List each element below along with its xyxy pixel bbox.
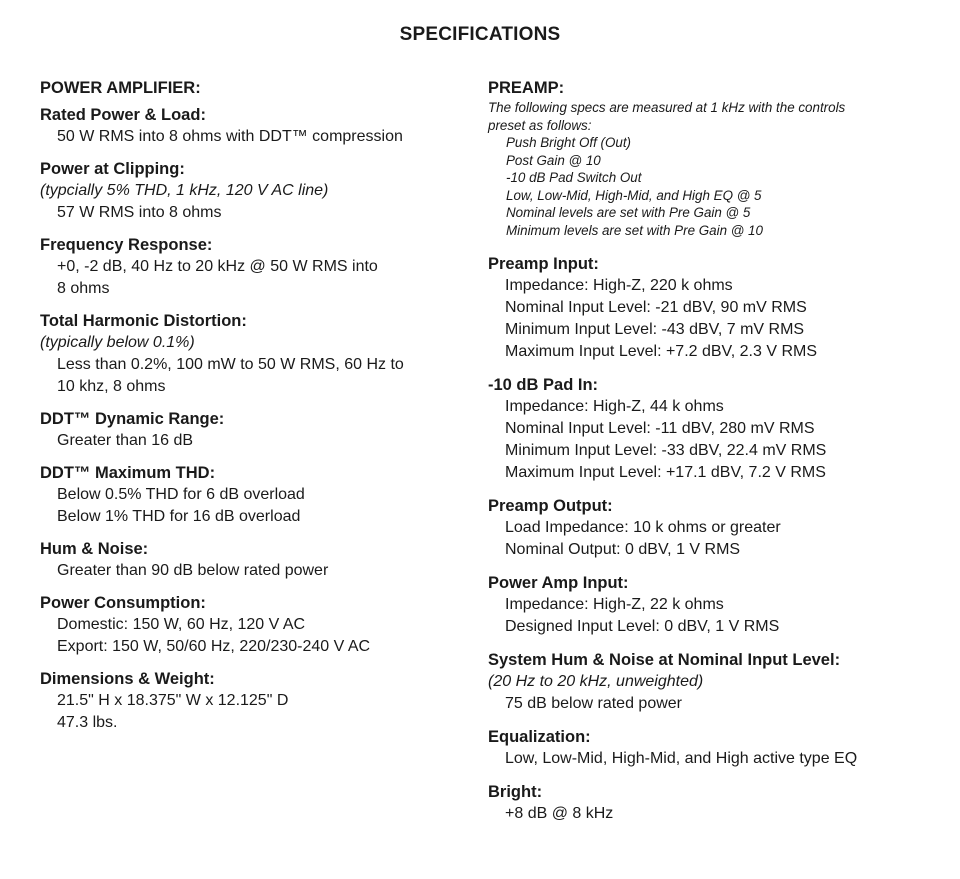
spec-line: Nominal Output: 0 dBV, 1 V RMS bbox=[505, 541, 741, 558]
preset-item: Low, Low-Mid, High-Mid, and High EQ @ 5 bbox=[506, 187, 762, 203]
preset-item: -10 dB Pad Switch Out bbox=[506, 170, 642, 185]
spec-heading: Bright: bbox=[488, 783, 543, 801]
spec-line: Designed Input Level: 0 dBV, 1 V RMS bbox=[505, 618, 780, 635]
preset-item: Push Bright Off (Out) bbox=[506, 135, 632, 150]
preamp-preset-conditions bbox=[488, 99, 938, 239]
spec-line: Domestic: 150 W, 60 Hz, 120 V AC bbox=[57, 616, 306, 633]
spec-heading: -10 dB Pad In: bbox=[488, 376, 599, 394]
spec-group-hum-noise bbox=[40, 539, 470, 582]
spec-heading: System Hum & Noise at Nominal Input Level: bbox=[488, 651, 841, 669]
spec-line: Low, Low-Mid, High-Mid, and High active type EQ bbox=[505, 750, 858, 767]
spec-group-power-consumption bbox=[40, 593, 470, 658]
preamp-column bbox=[488, 78, 938, 837]
spec-line: Less than 0.2%, 100 mW to 50 W RMS, 60 Hz to bbox=[57, 356, 404, 373]
spec-heading: Rated Power & Load: bbox=[40, 106, 206, 124]
spec-heading: DDT™ Dynamic Range: bbox=[40, 410, 225, 428]
spec-group-system-hum-noise bbox=[488, 650, 938, 715]
spec-heading: Total Harmonic Distortion: bbox=[40, 312, 247, 330]
spec-line: Impedance: High-Z, 44 k ohms bbox=[505, 398, 724, 415]
spec-note: (20 Hz to 20 kHz, unweighted) bbox=[488, 673, 704, 690]
spec-group-preamp-input bbox=[488, 254, 938, 363]
power-amplifier-column bbox=[40, 78, 470, 745]
spec-note: (typically below 0.1%) bbox=[40, 334, 195, 351]
spec-line: Load Impedance: 10 k ohms or greater bbox=[505, 519, 781, 536]
page-title: SPECIFICATIONS bbox=[399, 24, 561, 45]
spec-heading: DDT™ Maximum THD: bbox=[40, 464, 216, 482]
spec-line: Minimum Input Level: -33 dBV, 22.4 mV RMS bbox=[505, 442, 827, 459]
spec-line: Below 0.5% THD for 6 dB overload bbox=[57, 486, 305, 503]
spec-line: 57 W RMS into 8 ohms bbox=[57, 204, 222, 221]
spec-line: Impedance: High-Z, 22 k ohms bbox=[505, 596, 724, 613]
spec-line: 21.5" H x 18.375" W x 12.125" D bbox=[57, 692, 289, 709]
preset-intro-line: preset as follows: bbox=[488, 117, 592, 133]
spec-line: Greater than 16 dB bbox=[57, 432, 194, 449]
spec-group-power-amp-input bbox=[488, 573, 938, 638]
spec-line: +8 dB @ 8 kHz bbox=[505, 805, 614, 822]
spec-line: Nominal Input Level: -21 dBV, 90 mV RMS bbox=[505, 299, 807, 316]
spec-group-preamp-output bbox=[488, 496, 938, 561]
preset-item: Minimum levels are set with Pre Gain @ 10 bbox=[506, 222, 763, 238]
spec-line: Minimum Input Level: -43 dBV, 7 mV RMS bbox=[505, 321, 805, 338]
spec-heading: Preamp Output: bbox=[488, 497, 613, 515]
spec-heading: Equalization: bbox=[488, 728, 591, 746]
section-heading-preamp: PREAMP: bbox=[488, 79, 565, 97]
spec-group-bright bbox=[488, 782, 938, 825]
preset-item: Post Gain @ 10 bbox=[506, 152, 601, 168]
spec-line: Maximum Input Level: +7.2 dBV, 2.3 V RMS bbox=[505, 343, 818, 360]
spec-heading: Power Consumption: bbox=[40, 594, 206, 612]
spec-group-equalization bbox=[488, 727, 938, 770]
spec-line: Below 1% THD for 16 dB overload bbox=[57, 508, 301, 525]
spec-line: Maximum Input Level: +17.1 dBV, 7.2 V RMS bbox=[505, 464, 826, 481]
spec-group-rated-power bbox=[40, 105, 470, 148]
spec-line: Export: 150 W, 50/60 Hz, 220/230-240 V AC bbox=[57, 638, 371, 655]
spec-group-thd bbox=[40, 311, 470, 398]
spec-group-pad-in bbox=[488, 375, 938, 484]
spec-heading: Power at Clipping: bbox=[40, 160, 185, 178]
preset-item: Nominal levels are set with Pre Gain @ 5 bbox=[506, 205, 751, 220]
spec-heading: Hum & Noise: bbox=[40, 540, 149, 558]
spec-group-ddt-dynamic-range bbox=[40, 409, 470, 452]
preset-intro-line: The following specs are measured at 1 kHz with the controls bbox=[488, 100, 846, 115]
spec-heading: Power Amp Input: bbox=[488, 574, 629, 592]
spec-line: Impedance: High-Z, 220 k ohms bbox=[505, 277, 733, 294]
spec-note: (typcially 5% THD, 1 kHz, 120 V AC line) bbox=[40, 182, 329, 199]
spec-heading: Frequency Response: bbox=[40, 236, 213, 254]
spec-group-frequency-response bbox=[40, 235, 470, 300]
section-heading-power-amplifier: POWER AMPLIFIER: bbox=[40, 79, 201, 97]
spec-line: 8 ohms bbox=[57, 280, 110, 297]
spec-line: Greater than 90 dB below rated power bbox=[57, 562, 329, 579]
spec-line: 47.3 lbs. bbox=[57, 714, 118, 731]
spec-line: Nominal Input Level: -11 dBV, 280 mV RMS bbox=[505, 420, 815, 437]
spec-line: +0, -2 dB, 40 Hz to 20 kHz @ 50 W RMS into bbox=[57, 258, 378, 275]
spec-heading: Preamp Input: bbox=[488, 255, 599, 273]
spec-line: 10 khz, 8 ohms bbox=[57, 378, 166, 395]
spec-group-power-at-clipping bbox=[40, 159, 470, 224]
spec-group-ddt-maximum-thd bbox=[40, 463, 470, 528]
spec-line: 75 dB below rated power bbox=[505, 695, 682, 712]
spec-heading: Dimensions & Weight: bbox=[40, 670, 215, 688]
spec-group-dimensions-weight bbox=[40, 669, 470, 734]
spec-line: 50 W RMS into 8 ohms with DDT™ compression bbox=[57, 128, 403, 145]
